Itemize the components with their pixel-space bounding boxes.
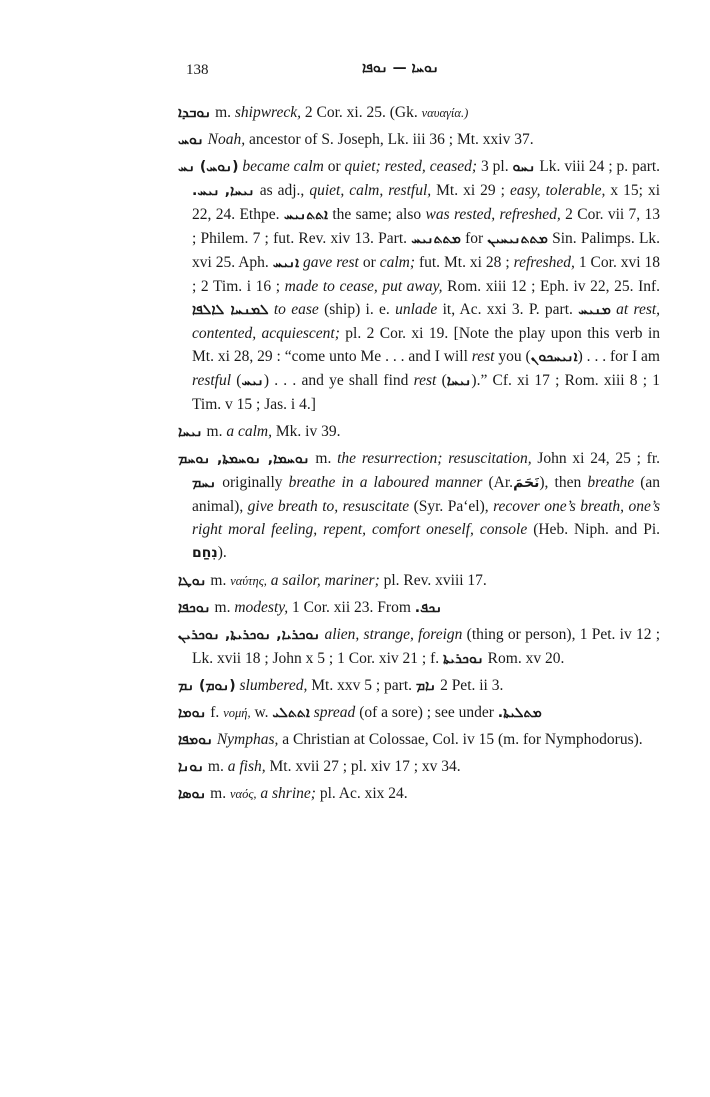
syriac-form: ܢܚܡ [192,475,217,491]
text: John xi 24, 25 ; fr. [537,450,661,467]
text: (ship) i. e. [324,301,390,318]
text: or [327,158,341,175]
entry-alien [178,623,660,671]
gender: m. [315,450,332,467]
greek-word: ναός, [229,787,257,801]
definition: the resurrection; resuscitation, [337,450,532,467]
text: as adj., [259,182,305,199]
text: (of a sore) ; see under [359,704,494,721]
definition: gave rest [302,254,359,271]
text: ). [217,544,227,561]
syriac-form: ܠܡܢܚܐ ܠܐܠܦܐ [192,302,269,318]
definition: made to cease, put away, [284,278,443,295]
syriac-form: ܐܬܬܠܝ [272,705,310,721]
syriac-form: ܐܢܝܚ [272,255,300,271]
definition: restful [192,372,232,389]
text: 1 Cor. xii 23. From [292,599,411,616]
text: it, Ac. xxi 3. P. part. [442,301,573,318]
definition: a fish, [227,758,266,775]
entry-sailor [178,569,660,593]
text: Rom. xv 20. [487,650,565,667]
entry-noah [178,128,660,152]
text: ).” Cf. xi 17 ; Rom. xiii 8 ; 1 Tim. v 15 ; Jas. i 4.] [192,372,661,413]
definition: rest [471,348,495,365]
text: Mt. xi 29 ; [436,182,505,199]
entry-spread [178,701,660,725]
syriac-form: ܢܝܚ. [192,183,220,199]
definition: shipwreck, [234,104,302,121]
headword: ܢܘܣܐ [178,786,207,802]
definition: calm; [379,254,415,271]
text: pl. 2 Cor. xi 19. [Note the play upon this verb in Mt. xi 28, 29 : “come unto Me . . . and I will [192,325,660,365]
definition: breathe [587,474,635,491]
gender: m. [215,104,231,121]
definition: a calm, [226,423,272,440]
entry-fish [178,755,660,779]
entry-became-calm [178,155,660,416]
syriac-form: ܢܚܘ [512,159,536,175]
definition: was rested, refreshed, [425,206,561,223]
entry-shrine [178,782,660,806]
text: 2 Cor. vii 7, 13 ; Philem. 7 ; fut. Rev. xiv 13. Part. [192,206,661,247]
text: Lk. viii 24 ; p. part. [539,158,661,175]
text: (Ar. [488,474,514,491]
gender: m. [210,572,227,589]
reference: Mt. xvii 27 ; pl. xiv 17 ; xv 34. [269,758,461,775]
greek-word: νομή, [223,706,251,720]
syriac-form: ܢܝܚܐ [446,373,472,389]
headword: ܢܘܢܐ [178,759,205,775]
definition: to ease [273,301,319,318]
greek-word: ναυαγία.) [421,106,469,120]
page-number: 138 [186,62,209,78]
definition: a shrine; [260,785,316,802]
headword: ܢܝܚܐ [178,424,203,440]
text: ( [236,372,242,389]
definition: slumbered, [239,677,308,694]
gender: f. [210,704,220,721]
definition: quiet, calm, restful, [309,182,432,199]
text: ), then [539,474,582,491]
text: 3 pl. [480,158,509,175]
text: 2 Pet. ii 3. [440,677,504,694]
text: a Christian at Colossae, Col. iv 15 (m. for Nymphodorus). [282,731,643,748]
headword: ܢܘܚ [178,132,204,148]
gender: m. [214,599,231,616]
definition: modesty, [234,599,289,616]
syriac-form: ܐܬܬܢܝܚ [283,207,328,223]
reference: pl. Ac. xix 24. [319,785,408,802]
definition: alien, strange, foreign [324,626,463,643]
text: you ( [498,348,531,365]
text: (an animal), [192,474,661,515]
arabic-form: نَحَمَ [513,475,540,491]
headword: (ܢܘܡ) ܢܡ [178,678,236,694]
headword: (ܢܘܚ) ܢܚ [178,159,239,175]
headword: ܢܘܡܦܐ [178,732,213,748]
headword: ܢܘܟܪܝܐ, ܢܘܟܪܝܬܐ, ܢܘܟܪܝܢ [178,627,321,643]
text: (Heb. Niph. and Pi. [533,521,660,538]
text: for [465,230,484,247]
headword: ܢܘܛܐ [178,573,207,589]
entry-modesty [178,596,660,620]
reference: ancestor of S. Joseph, Lk. iii 36 ; Mt. xxiv 37. [249,131,534,148]
entry-shipwreck [178,101,660,125]
definition: became calm [242,158,324,175]
definition: Nymphas, [216,731,279,748]
text: or [362,254,376,271]
definition: refreshed, [513,254,575,271]
text: originally [222,474,283,491]
syriac-form: ܢܝܚ [241,373,264,389]
text: fut. Mt. xi 28 ; [418,254,510,271]
definition: Noah, [207,131,246,148]
page-header [186,62,658,86]
definition: at rest, contented, acquiescent; [192,301,661,342]
text: (Syr. Pa‘el), [413,498,489,515]
definition: give breath to, resuscitate [247,498,410,515]
syriac-form: ܡܢܝܚ [578,302,611,318]
entry-a-calm [178,420,660,444]
gender: m. [207,758,224,775]
definition: recover one’s breath, one’s right moral feeling, repent, comfort oneself, console [192,498,661,538]
syriac-form: ܡܬܬܢܝܚܝܢ [487,231,548,247]
hebrew-form: נִחַם [192,545,218,561]
definition: easy, tolerable, [510,182,606,199]
headword: ܢܘܚܡܐ, ܢܘܚܡܬܐ, ܢܘܚܡ [178,451,310,467]
text: Mt. xxv 5 ; part. [311,677,413,694]
syriac-form: ܐܢܝܚܟܘܢ [530,349,578,365]
text: ) . . . and ye shall find [263,372,409,389]
syriac-form: ܢܐܡ [415,678,437,694]
text: x 15; xi 22, 24. Ethpe. [192,182,661,223]
reference: pl. Rev. xviii 17. [383,572,487,589]
syriac-form: ܡܬܬܢܝܚ [411,231,461,247]
text: Rom. xiii 12 ; Eph. iv 22, 25. Inf. [447,278,661,295]
text: 1 Cor. xvi 18 ; 2 Tim. i 16 ; [192,254,661,295]
syriac-form: ܢܟܦ. [414,600,443,616]
syriac-form: ܢܘܟܪܝܬܐ [443,651,484,667]
running-head: ܢܘܚܐ — ܢܘܦܐ [362,60,439,76]
reference: 2 Cor. xi. 25. [304,104,386,121]
headword: ܢܘܒܕܐ [178,105,212,121]
syriac-form: ܢܝܚܐ, [224,183,255,199]
entry-nymphas [178,728,660,752]
entry-list [178,101,660,809]
text: ) . . . for I am [577,348,660,365]
gender: m. [206,423,223,440]
text: the same; also [332,206,422,223]
note: (Gk. [389,104,418,121]
text: Sin. Palimps. Lk. xvi 25. Aph. [192,230,661,271]
text: ( [441,372,447,389]
syriac-form: ܡܬܠܝܬܐ. [497,705,542,721]
gender: m. [210,785,227,802]
definition: a sailor, mariner; [270,572,380,589]
definition: unlade [395,301,438,318]
text: (thing or person), 1 Pet. iv 12 ; Lk. xvii 18 ; John x 5 ; 1 Cor. xiv 21 ; f. [192,626,661,667]
definition: quiet; rested, ceased; [344,158,478,175]
text: w. [254,704,269,721]
definition: breathe in a laboured manner [288,474,483,491]
definition: rest [413,372,437,389]
greek-word: ναύτης, [230,574,267,588]
headword: ܢܘܟܦܐ [178,600,211,616]
entry-resurrection [178,447,660,565]
entry-slumbered [178,674,660,698]
headword: ܢܘܡܐ [178,705,207,721]
definition: spread [313,704,356,721]
reference: Mk. iv 39. [275,423,341,440]
